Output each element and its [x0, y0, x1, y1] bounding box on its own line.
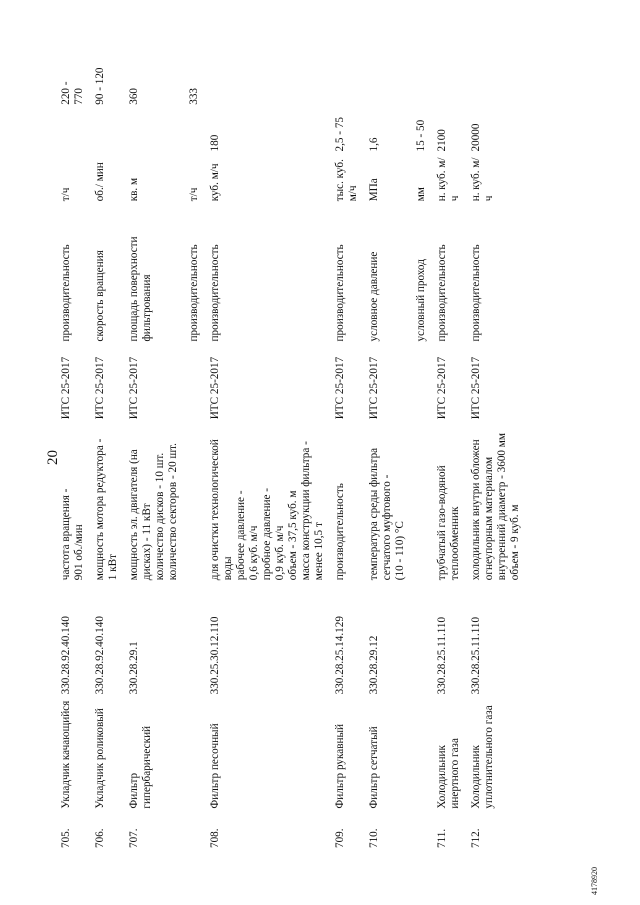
description-line: менее 10,5 т [313, 522, 325, 581]
its-reference: ИТС 25-2017 [436, 356, 448, 420]
description-line: 1 кВт [107, 554, 119, 581]
parameter-name: производительность [209, 244, 221, 342]
empty-cell [412, 343, 433, 421]
table-subrow [412, 60, 433, 850]
equipment-table-body [57, 60, 527, 850]
okpd-code: 330.25.30.12.110 [209, 616, 221, 695]
description-line: объем - 37,5 куб. м [287, 490, 299, 581]
its-reference: ИТС 25-2017 [60, 356, 72, 420]
equipment-description [365, 421, 412, 582]
description-line: температура среды фильтра [368, 447, 380, 581]
its-reference: ИТС 25-2017 [94, 356, 106, 420]
parameter-name: условный проход [415, 259, 427, 342]
its-reference: ИТС 25-2017 [334, 356, 346, 420]
table-row [467, 60, 527, 850]
description-line: частота вращения - [60, 488, 72, 581]
equipment-description [331, 421, 365, 582]
description-line: количество секторов - 20 шт. [167, 443, 179, 581]
description-line: пробное давление - [261, 488, 273, 581]
parameter-name: производительность [470, 244, 482, 342]
description-line: огнеупорным материалом [483, 456, 495, 581]
equipment-description [467, 421, 527, 582]
parameter-value-alt: 333 [188, 87, 200, 105]
parameter-value-alt [331, 60, 365, 107]
equipment-description [433, 421, 467, 582]
parameter-value-alt: 220 - 770 [60, 81, 85, 105]
description-line: воды [222, 556, 234, 581]
description-line: мощность эл. двигателя (на [128, 449, 140, 581]
table-row [365, 60, 412, 850]
parameter-name: скорость вращения [94, 250, 106, 342]
parameter-value: 15 - 50 [415, 119, 427, 152]
parameter-unit: т/ч [60, 187, 72, 202]
parameter-value-alt [206, 60, 331, 107]
parameter-value: 2100 [436, 129, 448, 152]
empty-cell [185, 811, 206, 850]
parameter-unit: МПа [368, 178, 380, 202]
description-line: 0,9 куб. м/ч [274, 525, 286, 581]
okpd-code: 330.28.29.1 [128, 641, 140, 695]
parameter-name: площадь поверхности фильтрования [128, 236, 153, 342]
parameter-value-alt [433, 60, 467, 107]
description-line: масса конструкции фильтра - [300, 441, 312, 581]
empty-cell [185, 582, 206, 696]
equipment-name: Укладчик качающийся [60, 700, 72, 809]
description-line: для очистки технологической [209, 439, 221, 581]
equipment-name: Холодильник уплотнительного газа [470, 705, 495, 809]
equipment-name: Фильтр гипербарический [128, 725, 153, 809]
equipment-name: Фильтр рукавный [334, 724, 346, 809]
parameter-value [185, 107, 206, 154]
parameter-value-alt [467, 60, 527, 107]
description-line: (10 - 110) °С [394, 521, 406, 581]
description-line: дисках) - 11 кВт [141, 503, 153, 581]
empty-cell [185, 421, 206, 582]
description-line: теплообменник [449, 506, 461, 581]
description-line: объем - 9 куб. м [509, 504, 521, 581]
okpd-code: 330.28.92.40.140 [94, 616, 106, 695]
table-row [206, 60, 331, 850]
description-line: рабочее давление - [235, 490, 247, 581]
parameter-value-alt: 360 [128, 87, 140, 105]
table-row [125, 60, 185, 850]
row-number: 706. [94, 828, 106, 848]
description-line: 0,6 куб. м/ч [248, 525, 260, 581]
equipment-description [57, 421, 91, 582]
parameter-unit: т/ч [188, 187, 200, 202]
okpd-code: 330.28.25.14.129 [334, 616, 346, 695]
table-row [57, 60, 91, 850]
row-number: 709. [334, 828, 346, 848]
row-number: 707. [128, 828, 140, 848]
okpd-code: 330.28.92.40.140 [60, 616, 72, 695]
empty-cell [412, 696, 433, 810]
equipment-name: Фильтр песочный [209, 723, 221, 809]
table-row [433, 60, 467, 850]
parameter-name: условное давление [368, 251, 380, 342]
row-number: 705. [60, 828, 72, 848]
description-line: трубчатый газо-водяной [436, 465, 448, 581]
parameter-value-alt [412, 60, 433, 107]
description-line: холодильник внутри обложен [470, 439, 482, 581]
parameter-unit: тыс. куб. м/ч [334, 159, 359, 202]
description-line: сетчатого муфтового - [381, 474, 393, 581]
empty-cell [185, 343, 206, 421]
description-line: мощность мотора редуктора - [94, 438, 106, 581]
parameter-value-alt [365, 60, 412, 107]
empty-cell [412, 421, 433, 582]
empty-cell [412, 811, 433, 850]
its-reference: ИТС 25-2017 [470, 356, 482, 420]
empty-cell [185, 696, 206, 810]
parameter-name: производительность [188, 244, 200, 342]
parameter-unit: н. куб. м/ч [436, 157, 461, 202]
parameter-value: 1,6 [368, 137, 380, 152]
its-reference: ИТС 25-2017 [209, 356, 221, 420]
parameter-unit: кв. м [128, 177, 140, 202]
parameter-value: 20000 [470, 123, 482, 152]
okpd-code: 330.28.29.12 [368, 635, 380, 695]
description-line: количество дисков - 10 шт. [154, 452, 166, 581]
row-number: 710. [368, 828, 380, 848]
description-line: внутренний диаметр - 3600 мм [496, 433, 508, 581]
description-line: производительность [334, 483, 346, 581]
empty-cell [412, 582, 433, 696]
equipment-description [125, 421, 185, 582]
description-line: 901 об./мин [73, 524, 85, 581]
parameter-name: производительность [334, 244, 346, 342]
equipment-table [57, 60, 527, 850]
parameter-value [125, 107, 185, 154]
equipment-name: Фильтр сетчатый [368, 726, 380, 809]
parameter-unit: н. куб. м/ч [470, 157, 495, 202]
row-number: 711. [436, 828, 448, 848]
parameter-name: производительность [436, 244, 448, 342]
okpd-code: 330.28.25.11.110 [470, 616, 482, 695]
row-number: 712. [470, 828, 482, 848]
parameter-value [91, 107, 125, 154]
parameter-value: 2,5 - 75 [334, 116, 346, 152]
parameter-value-alt: 90 - 120 [94, 67, 106, 105]
parameter-unit: мм [415, 187, 427, 202]
equipment-description [91, 421, 125, 582]
document-code: 4178920 [590, 867, 599, 895]
equipment-name: Холодильник инертного газа [436, 738, 461, 809]
parameter-unit: куб. м/ч [209, 163, 221, 202]
table-row [91, 60, 125, 850]
row-number: 708. [209, 828, 221, 848]
equipment-name: Укладчик роликовый [94, 708, 106, 809]
parameter-value: 180 [209, 134, 221, 152]
its-reference: ИТС 25-2017 [368, 356, 380, 420]
okpd-code: 330.28.25.11.110 [436, 616, 448, 695]
table-subrow [185, 60, 206, 850]
parameter-name: производительность [60, 244, 72, 342]
equipment-description [206, 421, 331, 582]
parameter-value [57, 107, 91, 154]
table-row [331, 60, 365, 850]
page-number: 20 [45, 450, 61, 465]
its-reference: ИТС 25-2017 [128, 356, 140, 420]
parameter-unit: об./ мин [94, 162, 106, 202]
